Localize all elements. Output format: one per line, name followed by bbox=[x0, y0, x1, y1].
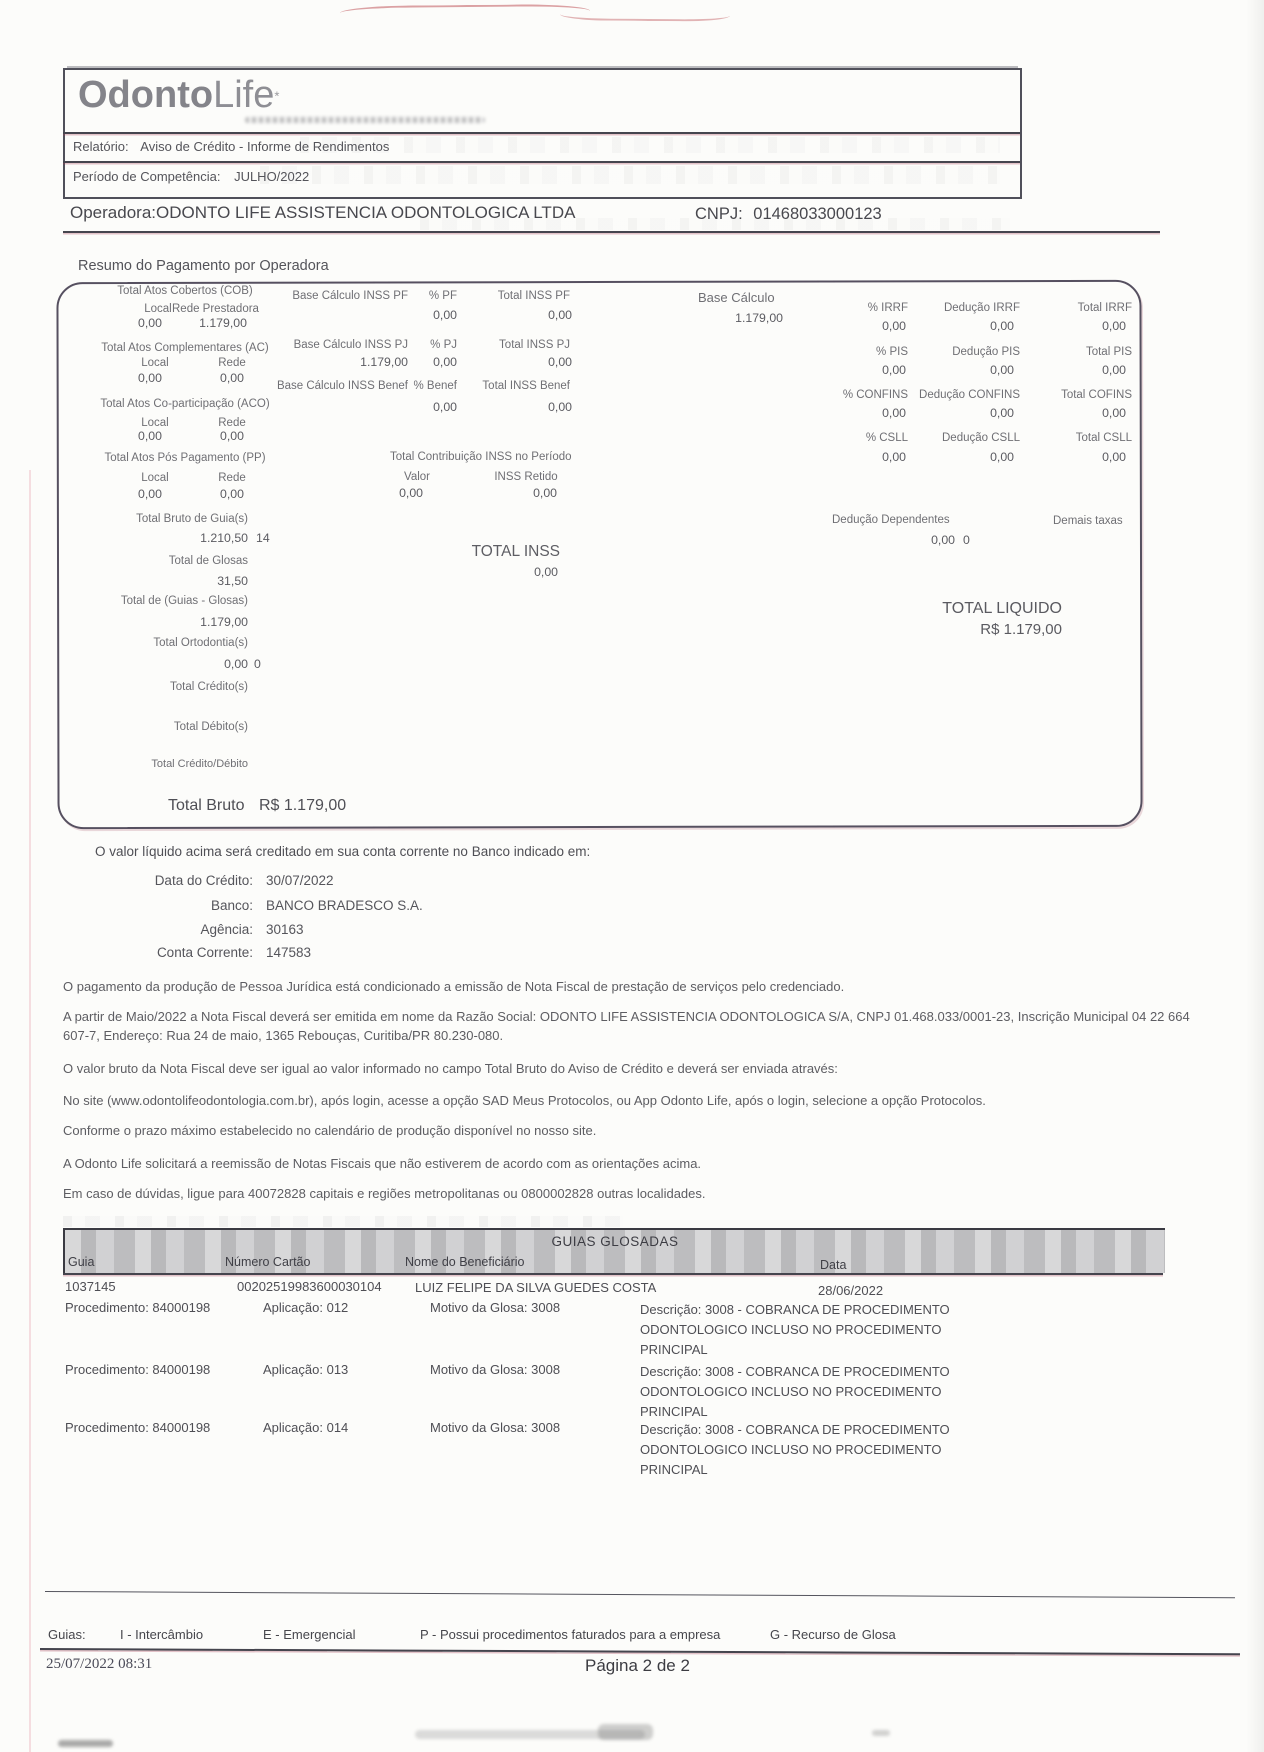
footer-page-number: Página 2 de 2 bbox=[585, 1656, 690, 1675]
scan-artifact-bottom-smudge3 bbox=[58, 1740, 113, 1747]
total-ortodontia-count: 0 bbox=[254, 657, 261, 671]
inss-pj-total-label: Total INSS PJ bbox=[499, 339, 570, 351]
procedure-3-code: Procedimento: 84000198 bbox=[65, 1420, 211, 1435]
inss-benef-base-label: Base Cálculo INSS Benef bbox=[276, 380, 408, 392]
report-label: Relatório: bbox=[73, 139, 129, 154]
inss-pj-total-value: 0,00 bbox=[548, 355, 572, 369]
total-inss-label: TOTAL INSS bbox=[471, 543, 560, 560]
scan-artifact-bottom-smudge4 bbox=[872, 1730, 890, 1736]
group-pp-val1: 0,00 bbox=[138, 487, 162, 501]
inss-contrib-col1: Valor bbox=[404, 471, 430, 483]
inss-benef-pct-value: 0,00 bbox=[433, 400, 457, 414]
inss-pj-pct-value: 0,00 bbox=[433, 355, 457, 369]
total-creditos-label: Total Crédito(s) bbox=[170, 681, 248, 693]
credit-bank-label: Banco: bbox=[210, 898, 253, 913]
tax-pis-ded-value: 0,00 bbox=[990, 363, 1014, 377]
footer-datetime: 25/07/2022 08:31 bbox=[46, 1656, 153, 1672]
procedure-3-reason: Motivo da Glosa: 3008 bbox=[430, 1420, 561, 1435]
credit-account-label: Conta Corrente: bbox=[156, 945, 253, 960]
odontolife-logo bbox=[78, 74, 279, 117]
header-divider-3 bbox=[63, 231, 1160, 233]
inss-pf-total-value: 0,00 bbox=[548, 308, 572, 322]
total-glosas-value: 31,50 bbox=[217, 574, 248, 588]
cnpj-value: 01468033000123 bbox=[753, 205, 882, 223]
group-pp-col2: Rede bbox=[218, 472, 246, 484]
procedure-1-code: Procedimento: 84000198 bbox=[65, 1300, 211, 1315]
footer-divider-top bbox=[45, 1591, 1235, 1598]
procedure-3-application: Aplicação: 014 bbox=[263, 1420, 349, 1435]
cnpj-row bbox=[695, 205, 882, 224]
inss-benef-pct-label: % Benef bbox=[413, 380, 457, 392]
credit-date-value: 30/07/2022 bbox=[266, 873, 334, 888]
dependentes-count: 0 bbox=[963, 533, 970, 547]
scan-artifact-bottom-smudge2 bbox=[598, 1724, 653, 1740]
tax-csll-pct-value: 0,00 bbox=[882, 450, 906, 464]
group-aco-val2: 0,00 bbox=[220, 429, 244, 443]
header-divider-2 bbox=[63, 161, 1020, 163]
total-bruto-row bbox=[168, 797, 346, 815]
note-paragraph-1: O pagamento da produção de Pessoa Jurídica está condicionado a emissão de Nota Fiscal de prestação de serviços pelo credenciado. bbox=[63, 979, 845, 994]
inss-benef-total-label: Total INSS Benef bbox=[482, 380, 570, 392]
scan-noise-report-row bbox=[300, 137, 1000, 153]
tax-csll-pct-label: % CSLL bbox=[865, 432, 908, 444]
group-pp-title: Total Atos Pós Pagamento (PP) bbox=[104, 452, 266, 464]
glosadas-col-beneficiario: Nome do Beneficiário bbox=[405, 1255, 525, 1269]
period-row bbox=[73, 169, 309, 184]
credit-agency-value: 30163 bbox=[266, 922, 304, 937]
total-ortodontia-label: Total Ortodontia(s) bbox=[153, 637, 248, 649]
tax-pis-ded-label: Dedução PIS bbox=[952, 346, 1020, 358]
footer-legend-faturados: P - Possui procedimentos faturados para a empresa bbox=[420, 1627, 721, 1642]
cnpj-label: CNPJ: bbox=[695, 205, 743, 223]
inss-contrib-val2: 0,00 bbox=[533, 486, 557, 500]
group-ac-col2: Rede bbox=[218, 357, 246, 369]
total-debitos-label: Total Débito(s) bbox=[173, 721, 248, 733]
guide-number: 1037145 bbox=[65, 1279, 116, 1294]
procedure-1-description: Descrição: 3008 - COBRANCA DE PROCEDIMENTO ODONTOLOGICO INCLUSO NO PROCEDIMENTO PRINCIPAL bbox=[640, 1302, 950, 1357]
group-cob-val2: 1.179,00 bbox=[199, 316, 247, 330]
group-ac-val1: 0,00 bbox=[138, 371, 162, 385]
logo-tagline bbox=[245, 117, 485, 123]
tax-irrf-total-label: Total IRRF bbox=[1077, 302, 1132, 314]
operator-value: ODONTO LIFE ASSISTENCIA ODONTOLOGICA LTDA bbox=[156, 203, 576, 222]
credit-date-label: Data do Crédito: bbox=[154, 873, 253, 888]
operator-label: Operadora: bbox=[70, 203, 156, 222]
inss-pf-base-label: Base Cálculo INSS PF bbox=[292, 290, 408, 302]
inss-pf-total-label: Total INSS PF bbox=[497, 290, 570, 302]
group-aco-title: Total Atos Co-participação (ACO) bbox=[100, 398, 270, 410]
tax-irrf-total-value: 0,00 bbox=[1102, 319, 1126, 333]
report-value: Aviso de Crédito - Informe de Rendimentos bbox=[140, 139, 390, 154]
guide-beneficiary-name: LUIZ FELIPE DA SILVA GUEDES COSTA bbox=[415, 1280, 657, 1295]
scan-artifact-left-line bbox=[29, 470, 31, 1752]
demais-taxas-label: Demais taxas bbox=[1053, 515, 1123, 527]
total-bruto-value: R$ 1.179,00 bbox=[258, 797, 347, 814]
glosadas-col-cartao: Número Cartão bbox=[225, 1255, 311, 1269]
base-calculo-label: Base Cálculo bbox=[698, 290, 775, 305]
scan-artifact-top-squiggle2 bbox=[560, 8, 730, 21]
tax-irrf-ded-label: Dedução IRRF bbox=[943, 302, 1020, 314]
group-ac-val2: 0,00 bbox=[220, 371, 244, 385]
group-aco-val1: 0,00 bbox=[138, 429, 162, 443]
tax-pis-pct-value: 0,00 bbox=[882, 363, 906, 377]
glosadas-title-bar bbox=[63, 1228, 1165, 1254]
note-paragraph-5: Conforme o prazo máximo estabelecido no calendário de produção disponível no nosso site. bbox=[63, 1123, 597, 1138]
tax-irrf-pct-label: % IRRF bbox=[867, 302, 908, 314]
base-calculo-value: 1.179,00 bbox=[735, 311, 783, 325]
inss-pf-pct-value: 0,00 bbox=[433, 308, 457, 322]
procedure-1-reason: Motivo da Glosa: 3008 bbox=[430, 1300, 561, 1315]
note-paragraph-4: No site (www.odontolifeodontologia.com.br), após login, acesse a opção SAD Meus Protocolos, ou App Odonto Life, após o login, selecione a opção Protocolos. bbox=[63, 1093, 986, 1108]
procedure-2-application: Aplicação: 013 bbox=[263, 1362, 349, 1377]
total-bruto-label: Total Bruto bbox=[168, 797, 245, 814]
total-glosas-label: Total de Glosas bbox=[168, 555, 248, 567]
note-paragraph-2: A partir de Maio/2022 a Nota Fiscal deverá ser emitida em nome da Razão Social: ODONTO LIFE ASSISTENCIA ODONTOLOGICA S/A, CNPJ 01.468.033/0001-23, Inscrição Municipal 04 22 664 607-7, Endereço: Rua 24 de maio, 1365 Rebouças, Curitiba/PR 80.230-080. bbox=[63, 1009, 1190, 1043]
tax-confins-ded-label: Dedução CONFINS bbox=[919, 389, 1020, 401]
tax-csll-total-value: 0,00 bbox=[1102, 450, 1126, 464]
group-cob-val1: 0,00 bbox=[138, 316, 162, 330]
group-aco-col1: Local bbox=[141, 417, 169, 429]
inss-pf-pct-label: % PF bbox=[428, 290, 457, 302]
group-ac-title: Total Atos Complementares (AC) bbox=[101, 342, 269, 354]
logo-trademark-icon: * bbox=[274, 88, 280, 104]
total-bruto-guias-count: 14 bbox=[256, 531, 270, 545]
total-liquido-value: R$ 1.179,00 bbox=[980, 621, 1062, 638]
group-cob-col1: Local bbox=[144, 303, 172, 315]
logo-word-odonto: Odonto bbox=[78, 74, 214, 116]
procedure-2-description: Descrição: 3008 - COBRANCA DE PROCEDIMENTO ODONTOLOGICO INCLUSO NO PROCEDIMENTO PRINCIPAL bbox=[640, 1364, 950, 1419]
inss-benef-total-value: 0,00 bbox=[548, 400, 572, 414]
credit-bank-value: BANCO BRADESCO S.A. bbox=[266, 898, 423, 913]
group-pp-col1: Local bbox=[141, 472, 169, 484]
inss-pj-base-value: 1.179,00 bbox=[360, 355, 408, 369]
guide-card-number: 00202519983600030104 bbox=[237, 1279, 382, 1294]
tax-irrf-ded-value: 0,00 bbox=[990, 319, 1014, 333]
total-liquido-label: TOTAL LIQUIDO bbox=[942, 600, 1062, 617]
inss-contrib-title: Total Contribuição INSS no Período bbox=[390, 451, 572, 463]
total-guias-glosas-value: 1.179,00 bbox=[200, 615, 248, 629]
footer-legend-recurso-glosa: G - Recurso de Glosa bbox=[770, 1627, 896, 1642]
footer-legend-emergencial: E - Emergencial bbox=[263, 1627, 356, 1642]
procedure-1-application: Aplicação: 012 bbox=[263, 1300, 349, 1315]
footer-legend-label: Guias: bbox=[48, 1627, 86, 1642]
report-row bbox=[73, 139, 389, 154]
scan-artifact-top-squiggle bbox=[340, 4, 590, 20]
logo-word-life: Life bbox=[213, 74, 275, 116]
procedure-2-code: Procedimento: 84000198 bbox=[65, 1362, 211, 1377]
glosadas-header-underline bbox=[63, 1273, 1163, 1275]
tax-confins-pct-label: % CONFINS bbox=[842, 389, 908, 401]
dependentes-value: 0,00 bbox=[931, 533, 955, 547]
scan-noise-period-row bbox=[260, 166, 1000, 184]
tax-csll-ded-label: Dedução CSLL bbox=[942, 432, 1020, 444]
tax-pis-total-value: 0,00 bbox=[1102, 363, 1126, 377]
glosadas-title: GUIAS GLOSADAS bbox=[551, 1234, 679, 1249]
tax-confins-pct-value: 0,00 bbox=[882, 406, 906, 420]
group-ac-col1: Local bbox=[141, 357, 169, 369]
note-paragraph-6: A Odonto Life solicitará a reemissão de Notas Fiscais que não estiverem de acordo com as orientações acima. bbox=[63, 1156, 702, 1171]
footer-legend-intercambio: I - Intercâmbio bbox=[120, 1627, 204, 1642]
group-pp-val2: 0,00 bbox=[220, 487, 244, 501]
operator-row bbox=[70, 203, 575, 223]
glosadas-col-guia: Guia bbox=[68, 1255, 95, 1269]
credit-account-value: 147583 bbox=[266, 945, 312, 960]
tax-confins-total-value: 0,00 bbox=[1102, 406, 1126, 420]
credit-intro: O valor líquido acima será creditado em sua conta corrente no Banco indicado em: bbox=[95, 844, 591, 859]
tax-csll-total-label: Total CSLL bbox=[1075, 432, 1132, 444]
glosadas-col-data: Data bbox=[820, 1258, 847, 1272]
group-cob-col2: Rede Prestadora bbox=[172, 303, 259, 315]
procedure-2-reason: Motivo da Glosa: 3008 bbox=[430, 1362, 561, 1377]
guide-date: 28/06/2022 bbox=[818, 1283, 884, 1298]
tax-confins-total-label: Total COFINS bbox=[1061, 389, 1132, 401]
tax-csll-ded-value: 0,00 bbox=[990, 450, 1014, 464]
summary-title: Resumo do Pagamento por Operadora bbox=[78, 258, 329, 274]
total-credito-debito-label: Total Crédito/Débito bbox=[151, 758, 248, 770]
group-cob-title: Total Atos Cobertos (COB) bbox=[117, 285, 253, 297]
footer-divider-bottom bbox=[40, 1648, 1240, 1655]
group-aco-col2: Rede bbox=[218, 417, 246, 429]
procedure-3-description: Descrição: 3008 - COBRANCA DE PROCEDIMENTO ODONTOLOGICO INCLUSO NO PROCEDIMENTO PRINCIPAL bbox=[640, 1422, 950, 1477]
tax-pis-total-label: Total PIS bbox=[1085, 346, 1132, 358]
dependentes-label: Dedução Dependentes bbox=[832, 514, 950, 526]
total-bruto-guias-value: 1.210,50 bbox=[200, 531, 248, 545]
tax-pis-pct-label: % PIS bbox=[876, 346, 908, 358]
total-ortodontia-value: 0,00 bbox=[224, 657, 248, 671]
inss-contrib-val1: 0,00 bbox=[399, 486, 423, 500]
period-value: JULHO/2022 bbox=[234, 169, 310, 184]
header-divider-1 bbox=[63, 132, 1020, 134]
inss-contrib-col2: INSS Retido bbox=[494, 471, 558, 483]
scan-noise-above-table bbox=[63, 1216, 623, 1227]
scan-artifact-right-shade bbox=[1246, 0, 1264, 1752]
inss-pj-base-label: Base Cálculo INSS PJ bbox=[293, 339, 408, 351]
total-inss-value: 0,00 bbox=[534, 565, 558, 579]
period-label: Período de Competência: bbox=[73, 169, 221, 184]
tax-irrf-pct-value: 0,00 bbox=[882, 319, 906, 333]
credit-agency-label: Agência: bbox=[200, 922, 253, 937]
note-paragraph-3: O valor bruto da Nota Fiscal deve ser igual ao valor informado no campo Total Bruto do Aviso de Crédito e deverá ser enviada através: bbox=[63, 1061, 838, 1076]
note-paragraph-7: Em caso de dúvidas, ligue para 40072828 capitais e regiões metropolitanas ou 0800002828 outras localidades. bbox=[63, 1186, 706, 1201]
tax-confins-ded-value: 0,00 bbox=[990, 406, 1014, 420]
inss-pj-pct-label: % PJ bbox=[430, 339, 457, 351]
total-guias-glosas-label: Total de (Guias - Glosas) bbox=[120, 595, 248, 607]
total-bruto-guias-label: Total Bruto de Guia(s) bbox=[136, 513, 248, 525]
